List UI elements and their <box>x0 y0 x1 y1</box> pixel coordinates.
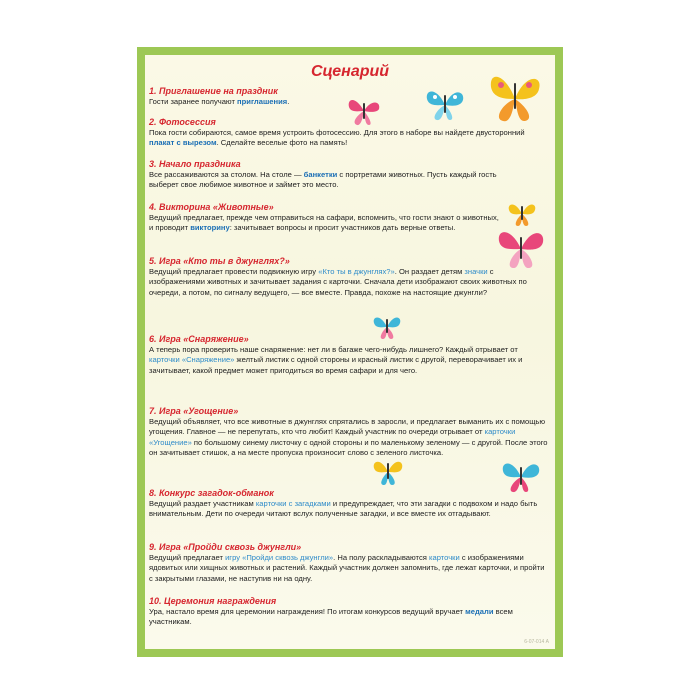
highlight-game: «Кто ты в джунглях?» <box>318 267 395 276</box>
highlight-badges: значки <box>464 267 488 276</box>
section-jungle-game <box>149 255 549 298</box>
section-text: Ведущий предлагает, прежде чем отправиться на сафари, вспомнить, что гости знают о животных, и проводит викторину: зачитывает вопросы и просит участников дать верные ответы. <box>149 213 499 233</box>
butterfly-orange-icon <box>371 457 405 487</box>
section-start <box>149 158 515 191</box>
section-riddles <box>149 487 549 520</box>
section-text: Гости заранее получают приглашения. <box>149 97 290 106</box>
section-heading: 1. Приглашение на праздник <box>149 86 278 96</box>
section-text: Ведущий объявляет, что все животные в джунглях спрятались в заросли, и предлагает выманить их с помощью угощения. Главное — не перепутать, кто что любит! Каждый участник по очереди отрывает от карточки «Угощение» по большому синему листочку с одной стороны и по маленькому зеленому — с другой. После этого он зачитывает стишок, а на месте пропуска произносит слово с зеленого листочка. <box>149 417 548 458</box>
section-heading: 10. Церемония награждения <box>149 596 277 606</box>
section-photoshoot <box>149 116 549 149</box>
section-text: Ведущий предлагает провести подвижную игру «Кто ты в джунглях?». Он раздает детям значки с изображениями животных и зачитывает задания с карточки. Сначала дети изображают своих животных по очереди, а потом, по сигналу ведущего, — все вместе. Правда, похоже на настоящие джунгли? <box>149 267 527 297</box>
section-equipment <box>149 333 549 376</box>
section-heading: 4. Викторина «Животные» <box>149 202 274 212</box>
highlight-poster: плакат с вырезом <box>149 138 217 148</box>
section-awards <box>149 595 549 628</box>
section-walk-jungle <box>149 541 549 584</box>
highlight-equipment-card: карточки «Снаряжение» <box>149 355 235 365</box>
page-title: Сценарий <box>310 63 390 80</box>
highlight-invitations: приглашения <box>237 97 288 106</box>
product-code: 6-07-014 А <box>524 639 549 645</box>
section-heading: 2. Фотосессия <box>149 117 216 127</box>
section-text: Ура, настало время для церемонии награждения! По итогам конкурсов ведущий вручает медали всем участникам. <box>149 607 513 627</box>
highlight-treat-card: карточки «Угощение» <box>149 427 516 447</box>
section-heading: 6. Игра «Снаряжение» <box>149 334 249 344</box>
highlight-walk-game: игру «Пройди сквозь джунгли» <box>225 553 334 562</box>
section-heading: 5. Игра «Кто ты в джунглях?» <box>149 256 290 266</box>
section-quiz <box>149 201 503 234</box>
section-text: Пока гости собираются, самое время устроить фотосессию. Для этого в наборе вы найдете двусторонний плакат с вырезом. Сделайте веселые фото на память! <box>149 128 525 148</box>
poster <box>137 47 563 657</box>
section-treat <box>149 405 549 459</box>
section-text: А теперь пора проверить наше снаряжение: нет ли в багаже чего-нибудь лишнего? Каждый отрывает от карточки «Снаряжение» желтый листик с одной стороны и красный листик с другой, переворачивает их и зачитывает, какой предмет может пригодиться во время сафари и для чего. <box>149 345 523 375</box>
section-text: Ведущий предлагает игру «Пройди сквозь джунгли». На полу раскладываются карточки с изображениями ядовитых или хищных животных и растений. Каждый участник должен запомнить, где лежат карточки, и пройти с закрытыми глазами, не наступив ни на одну. <box>149 553 545 583</box>
section-heading: 3. Начало праздника <box>149 159 241 169</box>
highlight-quiz: викторину <box>190 223 230 233</box>
section-heading: 9. Игра «Пройди сквозь джунгли» <box>149 542 302 552</box>
highlight-cards: банкетки <box>303 170 338 179</box>
poster-content <box>145 55 555 649</box>
butterfly-small-yellow-icon <box>507 200 537 228</box>
section-heading: 8. Конкурс загадок-обманок <box>149 488 274 498</box>
section-text: Все рассаживаются за столом. На столе — банкетки с портретами животных. Пусть каждый гость выберет свое любимое животное и займет это место. <box>149 170 497 190</box>
section-text: Ведущий раздает участникам карточки с загадками и предупреждает, что эти загадки с подвохом и надо быть внимательным. Дети по очереди читают вслух полученные загадки, и все вместе их отгадывают. <box>149 499 538 519</box>
highlight-riddle-cards: карточки с загадками <box>255 499 331 508</box>
highlight-cards-floor: карточки <box>428 553 460 562</box>
section-invitation <box>149 85 425 107</box>
highlight-medals: медали <box>465 607 494 616</box>
section-heading: 7. Игра «Угощение» <box>149 406 239 416</box>
